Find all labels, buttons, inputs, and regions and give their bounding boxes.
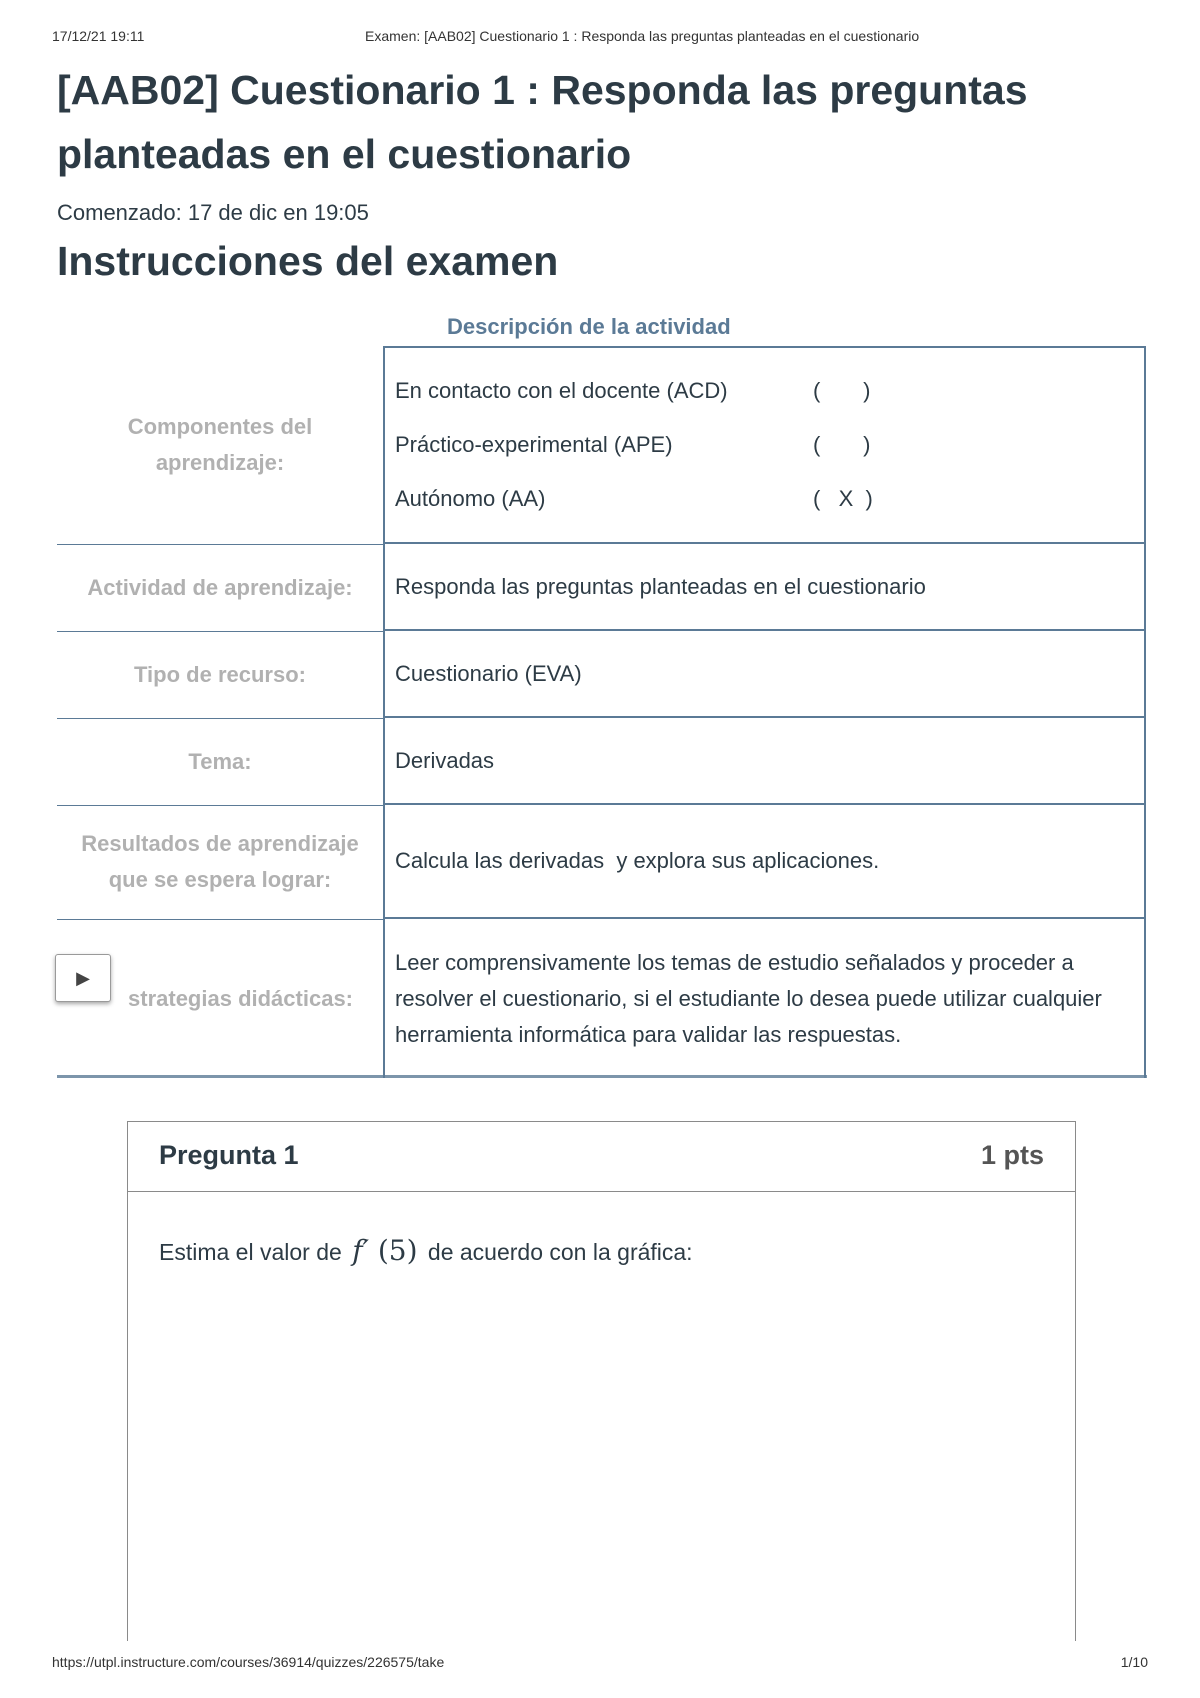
print-header <box>52 28 1148 48</box>
component-label: Autónomo (AA) <box>395 486 546 511</box>
math-function: f′ <box>352 1234 369 1267</box>
component-item <box>395 364 1144 418</box>
question-header <box>128 1122 1075 1192</box>
page-title: [AAB02] Cuestionario 1 : Responda las preguntas planteadas en el cuestionario <box>57 67 1028 177</box>
topic-value-text: Derivadas <box>395 747 495 773</box>
activity-value <box>383 544 1146 631</box>
topic-label: Tema: <box>57 718 383 806</box>
instructions-heading: Instrucciones del examen <box>57 238 559 284</box>
activity-label: Actividad de aprendizaje: <box>57 544 383 632</box>
print-document-title: Examen: [AAB02] Cuestionario 1 : Responda las preguntas planteadas en el cuestionario <box>365 28 920 44</box>
strategies-label: strategias didácticas: <box>128 985 353 1011</box>
results-label-text: Resultados de aprendizaje que se espera lograr: <box>81 831 359 892</box>
strategies-value <box>383 919 1146 1078</box>
component-mark: ( ) <box>813 378 871 403</box>
print-footer <box>52 1654 1148 1674</box>
play-icon: ▶ <box>76 967 90 988</box>
results-label <box>57 805 383 920</box>
activity-value-text: Responda las preguntas planteadas en el cuestionario <box>395 573 926 599</box>
question-text-before: Estima el valor de <box>159 1239 342 1265</box>
print-date: 17/12/21 19:11 <box>52 28 145 44</box>
components-label-text: Componentes del aprendizaje: <box>127 414 313 475</box>
component-item <box>395 472 1144 526</box>
results-value <box>383 805 1146 919</box>
components-cell <box>383 346 1146 544</box>
strategies-value-text: Leer comprensivamente los temas de estudio señalados y proceder a resolver el cuestionario, si el estudiante lo desea puede utilizar cualquier herramienta informática para validar las respuestas. <box>395 949 1102 1047</box>
page-number: 1/10 <box>1120 1654 1148 1670</box>
table-bottom-divider <box>57 1075 1147 1078</box>
components-label <box>57 346 383 545</box>
question-text <box>159 1234 693 1267</box>
resource-label: Tipo de recurso: <box>57 631 383 719</box>
math-expression <box>352 1234 417 1267</box>
component-label: En contacto con el docente (ACD) <box>395 378 728 403</box>
play-button[interactable] <box>55 954 111 1002</box>
print-url: https://utpl.instructure.com/courses/36914/quizzes/226575/take <box>52 1654 445 1670</box>
component-mark: ( ) <box>813 432 871 457</box>
component-mark: ( X ) <box>813 486 873 511</box>
question-card <box>127 1121 1076 1641</box>
question-text-after: de acuerdo con la gráfica: <box>427 1239 693 1265</box>
resource-value <box>383 631 1146 718</box>
activity-description-heading: Descripción de la actividad <box>447 314 731 339</box>
results-value-text: Calcula las derivadas y explora sus aplicaciones. <box>395 848 880 873</box>
instructions-table <box>57 346 1147 1078</box>
resource-value-text: Cuestionario (EVA) <box>395 660 582 686</box>
component-item <box>395 418 1144 472</box>
started-timestamp: Comenzado: 17 de dic en 19:05 <box>57 200 369 225</box>
question-title: Pregunta 1 <box>159 1140 299 1170</box>
component-label: Práctico-experimental (APE) <box>395 432 673 457</box>
question-points: 1 pts <box>980 1140 1044 1170</box>
topic-value <box>383 718 1146 805</box>
math-argument: (5) <box>377 1234 418 1267</box>
